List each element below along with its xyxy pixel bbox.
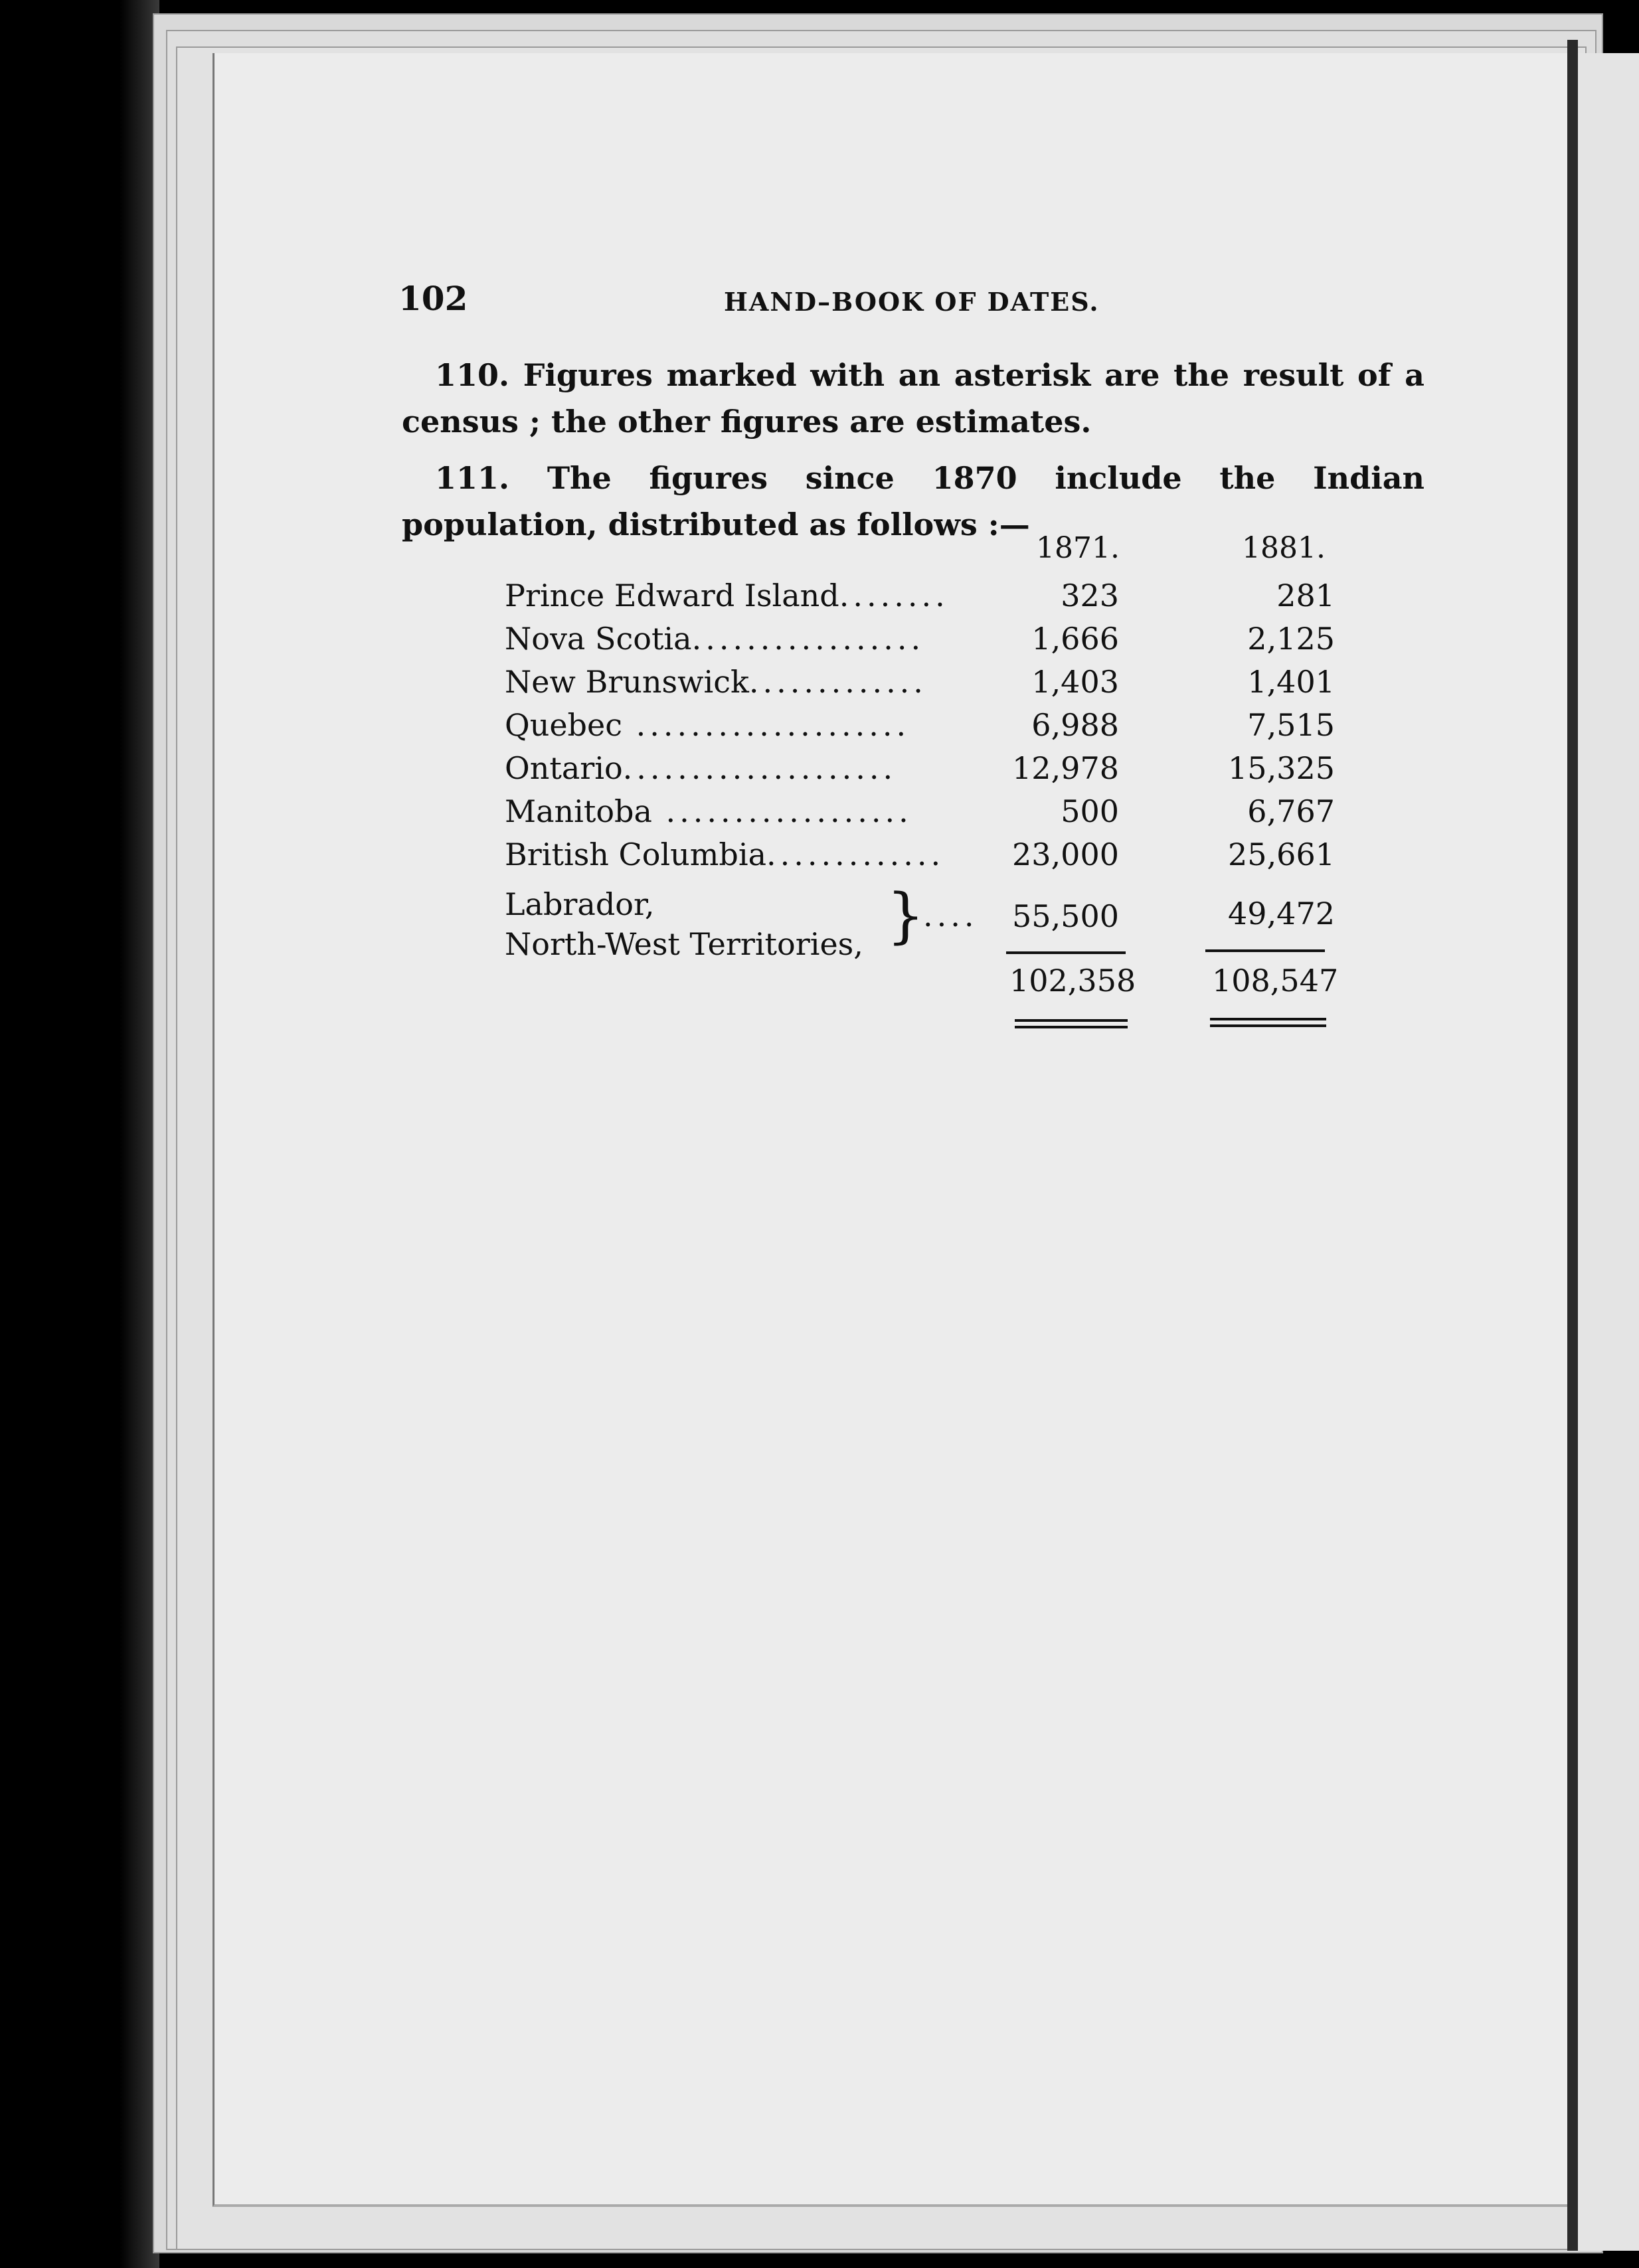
column-header-1881: 1881. (1242, 531, 1326, 565)
paragraph-number: 110. (435, 357, 510, 393)
paragraph-110 (402, 352, 1424, 445)
column-header-1871: 1871. (1036, 531, 1120, 565)
value-1871: 12,978 (1012, 750, 1119, 786)
paragraph-number: 111. (435, 460, 510, 496)
total-1881: 108,547 (1212, 963, 1339, 999)
table-row (505, 837, 1335, 880)
value-1871: 1,666 (1031, 621, 1119, 657)
value-1881: 281 (1276, 578, 1335, 613)
page-number: 102 (398, 279, 468, 318)
value-1871: 23,000 (1012, 837, 1119, 872)
table-row (505, 707, 1335, 751)
leader-dots: .... (923, 898, 978, 933)
row-label: Nova Scotia................. (505, 621, 925, 657)
value-1881: 7,515 (1247, 707, 1335, 743)
row-label: British Columbia............. (505, 837, 945, 872)
running-head: HAND–BOOK OF DATES. (724, 287, 1100, 317)
double-rule-1871-bottom (1015, 1026, 1128, 1028)
table-row (505, 664, 1335, 708)
curly-brace-icon: } (887, 881, 925, 951)
value-1871: 55,500 (1012, 898, 1119, 934)
total-1871: 102,358 (1009, 963, 1136, 999)
value-1881: 1,401 (1247, 664, 1335, 700)
paragraph-text: The figures since 1870 include the Indian population, distributed as follows :— (402, 460, 1424, 542)
double-rule-1881-top (1210, 1018, 1326, 1020)
value-1881: 49,472 (1228, 896, 1335, 932)
row-label: Quebec .................... (505, 707, 910, 743)
row-label: North-West Territories, (505, 926, 863, 962)
sum-rule-1881 (1205, 949, 1325, 952)
value-1881: 25,661 (1228, 837, 1335, 872)
row-label: Prince Edward Island........ (505, 578, 949, 613)
table-row (505, 621, 1335, 665)
row-label: Manitoba .................. (505, 793, 912, 829)
value-1881: 2,125 (1247, 621, 1335, 657)
facing-page-strip (1578, 53, 1639, 2251)
paragraph-text: Figures marked with an asterisk are the result of a census ; the other figures are estimates. (402, 357, 1424, 440)
page-gutter (1567, 40, 1578, 2251)
double-rule-1871-top (1015, 1019, 1128, 1022)
value-1871: 500 (1061, 793, 1119, 829)
table-row (505, 578, 1335, 621)
value-1881: 15,325 (1228, 750, 1335, 786)
double-rule-1881-bottom (1210, 1024, 1326, 1027)
value-1871: 6,988 (1031, 707, 1119, 743)
value-1871: 323 (1061, 578, 1119, 613)
row-label: Labrador, (505, 886, 655, 922)
value-1871: 1,403 (1031, 664, 1119, 700)
value-1881: 6,767 (1247, 793, 1335, 829)
row-label: New Brunswick............. (505, 664, 927, 700)
row-label: Ontario.................... (505, 750, 897, 786)
table-row (505, 750, 1335, 794)
sum-rule-1871 (1006, 951, 1126, 954)
table-row (505, 793, 1335, 837)
